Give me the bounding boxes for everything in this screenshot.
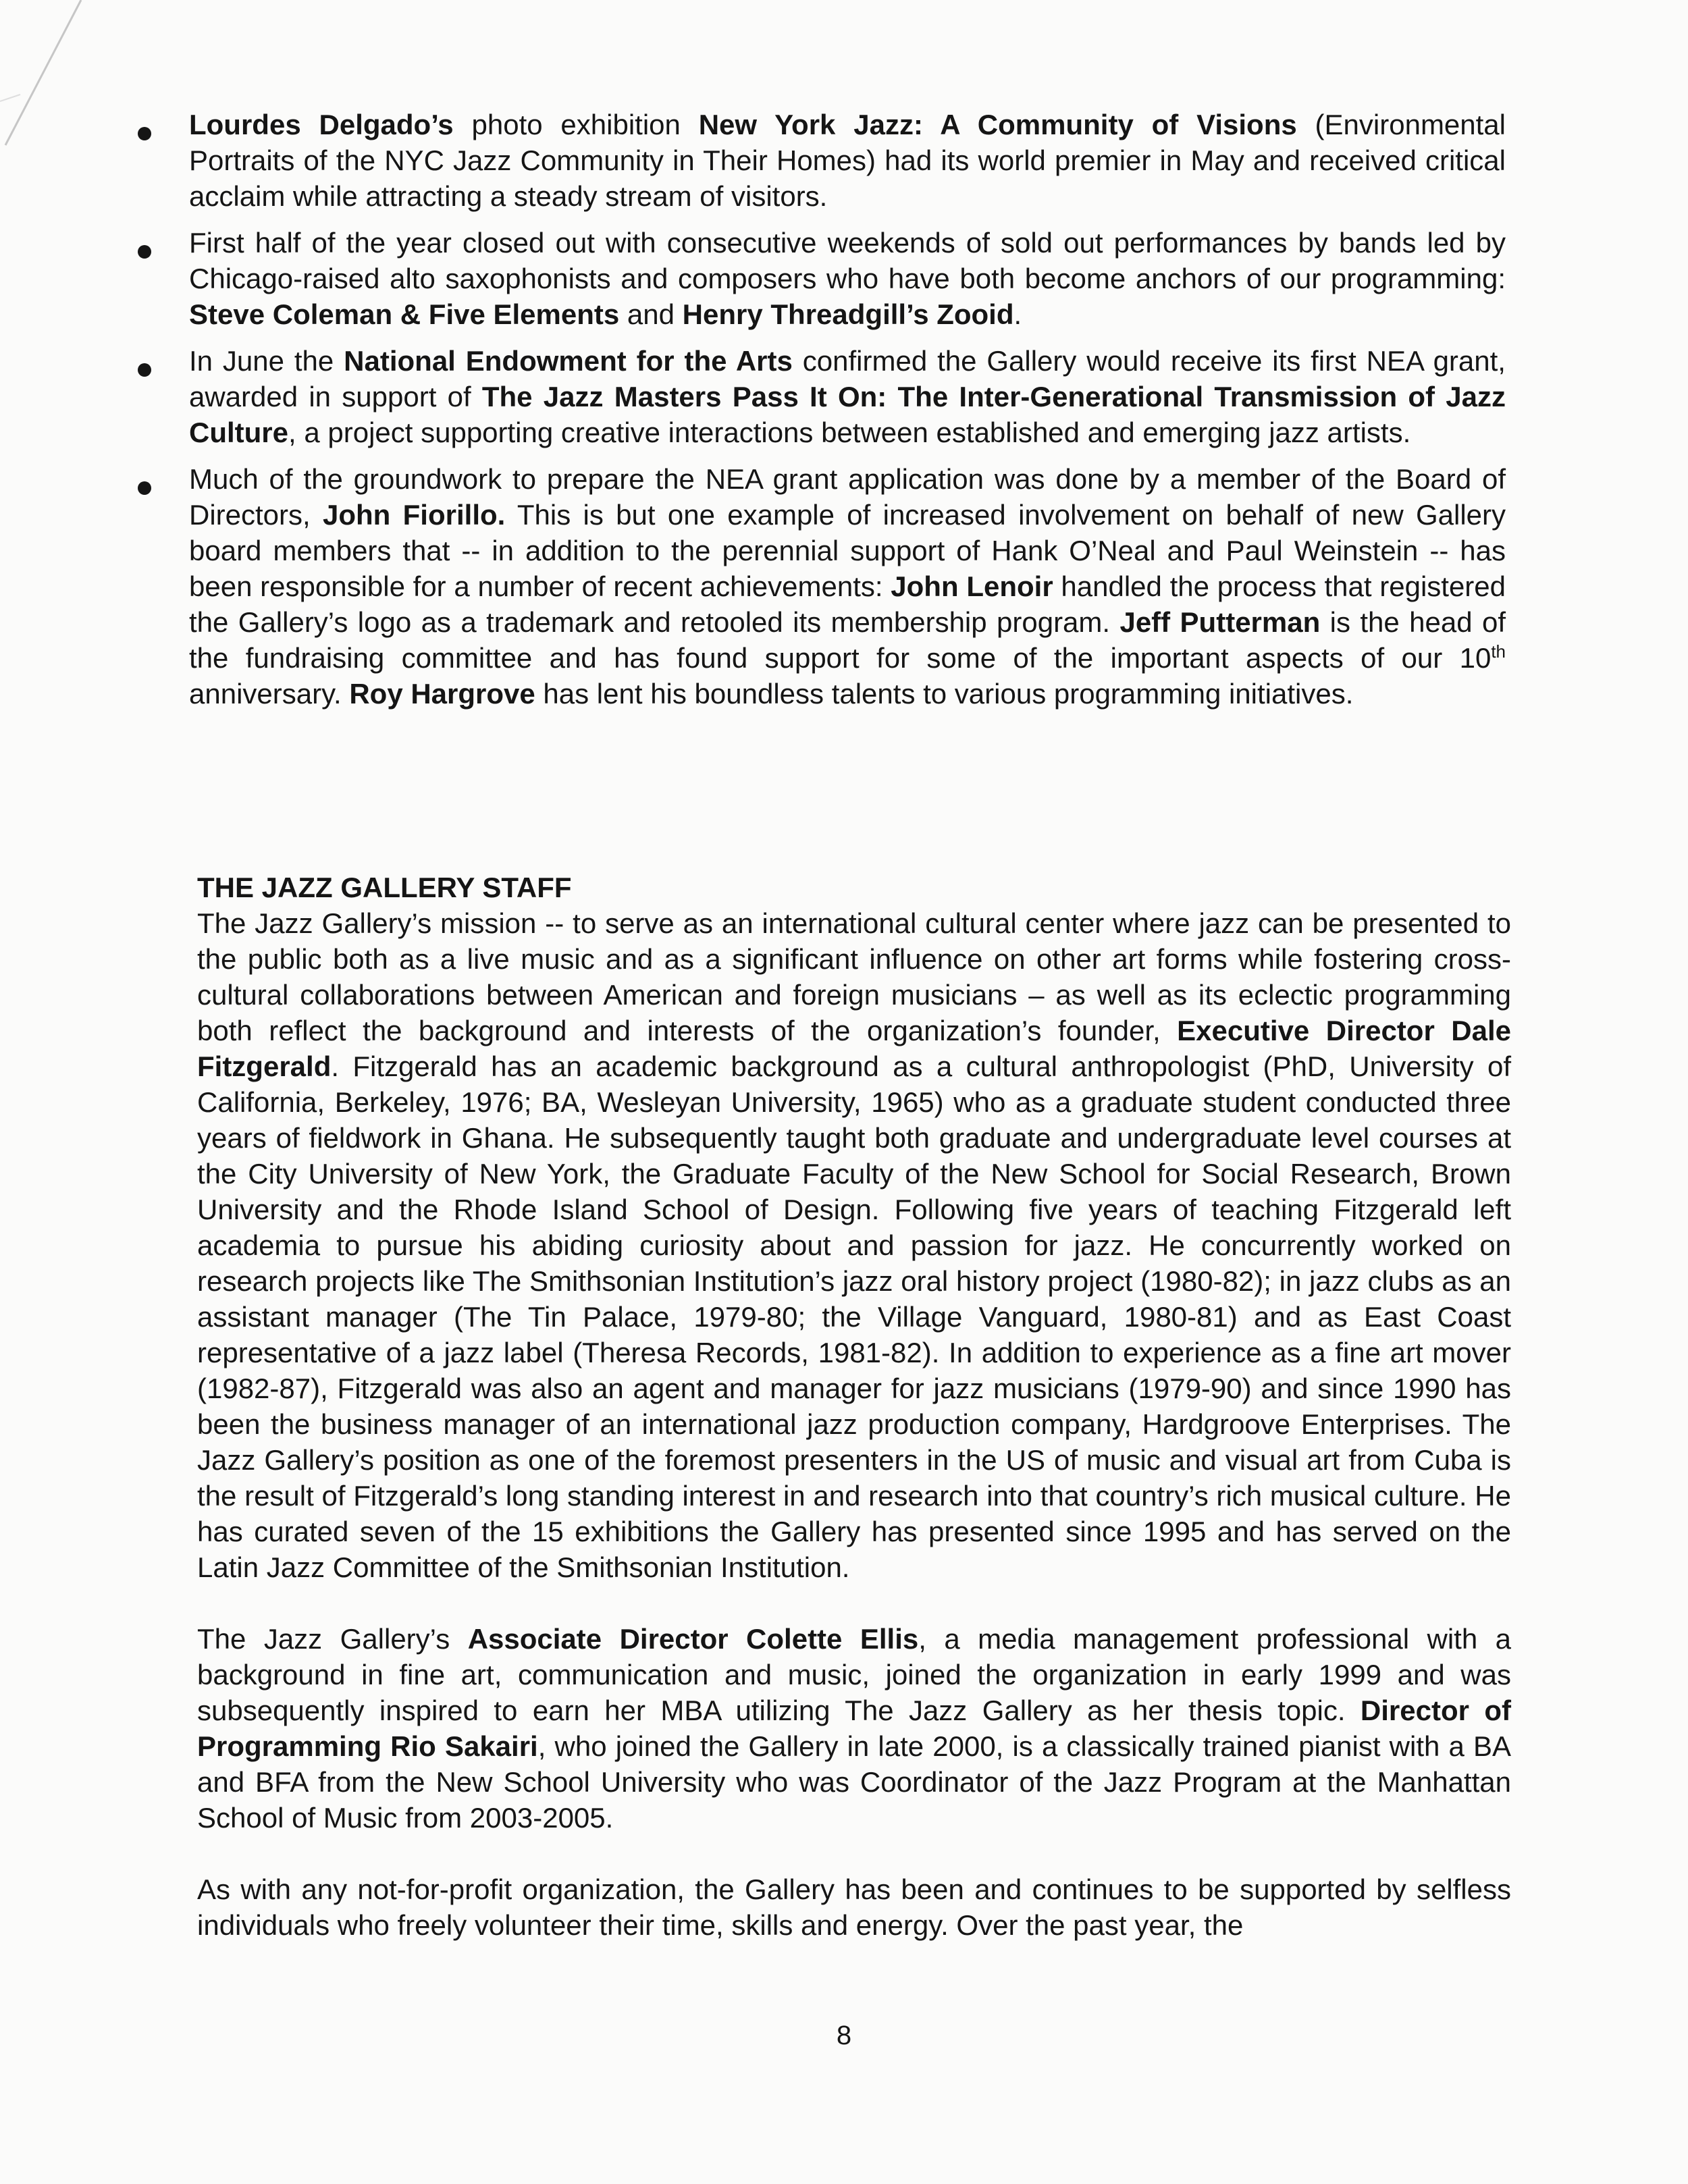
page-number: 8	[836, 2021, 852, 2050]
text-run: photo exhibition	[453, 109, 699, 140]
bold-text-run: John Fiorillo.	[323, 499, 506, 531]
text-run: handled the process that registered the Gallery’s logo as a trademark and retooled its membership program.	[189, 570, 1506, 638]
text-run: confirmed the Gallery would receive its first NEA grant, awarded in support of	[189, 345, 1506, 412]
bold-text-run: Associate Director Colette Ellis	[467, 1623, 919, 1655]
staff-paragraph	[197, 1621, 1511, 1836]
text-run: The Jazz Gallery’s mission -- to serve as an international cultural center where jazz can be presented to the public both as a live music and as a significant influence on other art forms while fostering cross-cultural collaborations between American and foreign musicians – as well as its eclectic programming both reflect the background and interests of the organization’s founder,	[197, 907, 1511, 1046]
text-run: Much of the groundwork to prepare the NEA grant application was done by a member of the Board of Directors,	[189, 463, 1506, 531]
text-run: .	[1013, 298, 1022, 330]
bullet-item	[135, 225, 1506, 332]
bullet-dot-icon	[138, 481, 151, 495]
bullet-item	[135, 343, 1506, 450]
text-run: has lent his boundless talents to various programming initiatives.	[535, 678, 1354, 710]
bullet-dot-icon	[138, 245, 151, 259]
bold-text-run: Steve Coleman & Five Elements	[189, 298, 620, 330]
bold-text-run: New York Jazz: A Community of Visions	[698, 109, 1297, 140]
section-heading: THE JAZZ GALLERY STAFF	[197, 872, 572, 903]
bullet-text	[189, 343, 1506, 450]
bullet-text	[189, 461, 1506, 712]
text-run: is the head of the fundraising committee and has found support for some of the important aspects of our 10	[189, 606, 1506, 674]
bullet-text	[189, 225, 1506, 332]
bold-text-run: Lourdes Delgado’s	[189, 109, 454, 140]
text-run: , a media management professional with a background in fine art, communication and music, joined the organization in early 1999 and was subsequently inspired to earn her MBA utilizing The Jazz Gallery as her thesis topic.	[197, 1623, 1511, 1726]
text-run: . Fitzgerald has an academic background as a cultural anthropologist (PhD, University of California, Berkeley, 1976; BA, Wesleyan University, 1965) who as a graduate student conducted three years of fieldwork in Ghana. He subsequently taught both graduate and undergraduate level courses at the City University of New York, the Graduate Faculty of the New School for Social Research, Brown University and the Rhode Island School of Design. Following five years of teaching Fitzgerald left academia to pursue his abiding curiosity about and passion for jazz. He concurrently worked on research projects like The Smithsonian Institution’s jazz oral history project (1980-82); in jazz clubs as an assistant manager (The Tin Palace, 1979-80; the Village Vanguard, 1980-81) and as East Coast representative of a jazz label (Theresa Records, 1981-82). In addition to experience as a fine art mover (1982-87), Fitzgerald was also an agent and manager for jazz musicians (1979-90) and since 1990 has been the business manager of an international jazz production company, Hardgroove Enterprises. The Jazz Gallery’s position as one of the foremost presenters in the US of music and visual art from Cuba is the result of Fitzgerald’s long standing interest in and research into that country’s rich musical culture. He has curated seven of the 15 exhibitions the Gallery has presented since 1995 and has served on the Latin Jazz Committee of the Smithsonian Institution.	[197, 1050, 1511, 1583]
bullet-item	[135, 107, 1506, 214]
text-run: , a project supporting creative interactions between established and emerging jazz artists.	[288, 417, 1411, 448]
bullet-dot-icon	[138, 363, 151, 377]
text-run: In June the	[189, 345, 344, 377]
staff-section	[197, 870, 1511, 1979]
text-run: anniversary.	[189, 678, 350, 710]
bold-text-run: Jeff Putterman	[1119, 606, 1321, 638]
text-run: , who joined the Gallery in late 2000, is a classically trained pianist with a BA and BFA from the New School University who was Coordinator of the Jazz Program at the Manhattan School of Music from 2003-2005.	[197, 1730, 1511, 1834]
bold-text-run: Roy Hargrove	[349, 678, 535, 710]
bold-text-run: Executive Director Dale Fitzgerald	[197, 1015, 1512, 1082]
scan-edge-mark	[0, 0, 108, 162]
bold-text-run: John Lenoir	[891, 570, 1053, 602]
bullet-dot-icon	[138, 127, 151, 140]
achievements-bullet-list	[135, 107, 1506, 722]
staff-paragraph	[197, 1871, 1511, 1943]
bold-text-run: Director of Programming Rio Sakairi	[197, 1695, 1511, 1762]
staff-paragraph	[197, 905, 1511, 1585]
text-run: First half of the year closed out with consecutive weekends of sold out performances by bands led by Chicago-raised alto saxophonists and composers who have both become anchors of our programming:	[189, 227, 1506, 294]
superscript-run: th	[1491, 641, 1506, 662]
text-run: The Jazz Gallery’s	[197, 1623, 468, 1655]
bold-text-run: Henry Threadgill’s Zooid	[682, 298, 1014, 330]
bullet-text	[189, 107, 1506, 214]
text-run: This is but one example of increased involvement on behalf of new Gallery board members that -- in addition to the perennial support of Hank O’Neal and Paul Weinstein -- has been responsible for a number of recent achievements:	[189, 499, 1506, 602]
text-run: As with any not-for-profit organization, the Gallery has been and continues to be supported by selfless individuals who freely volunteer their time, skills and energy. Over the past year, the	[197, 1873, 1511, 1941]
bullet-item	[135, 461, 1506, 712]
text-run: (Environmental Portraits of the NYC Jazz Community in Their Homes) had its world premier in May and received critical acclaim while attracting a steady stream of visitors.	[189, 109, 1506, 212]
bold-text-run: The Jazz Masters Pass It On: The Inter-Generational Transmission of Jazz Culture	[189, 381, 1506, 448]
text-run: and	[619, 298, 683, 330]
bold-text-run: National Endowment for the Arts	[344, 345, 793, 377]
